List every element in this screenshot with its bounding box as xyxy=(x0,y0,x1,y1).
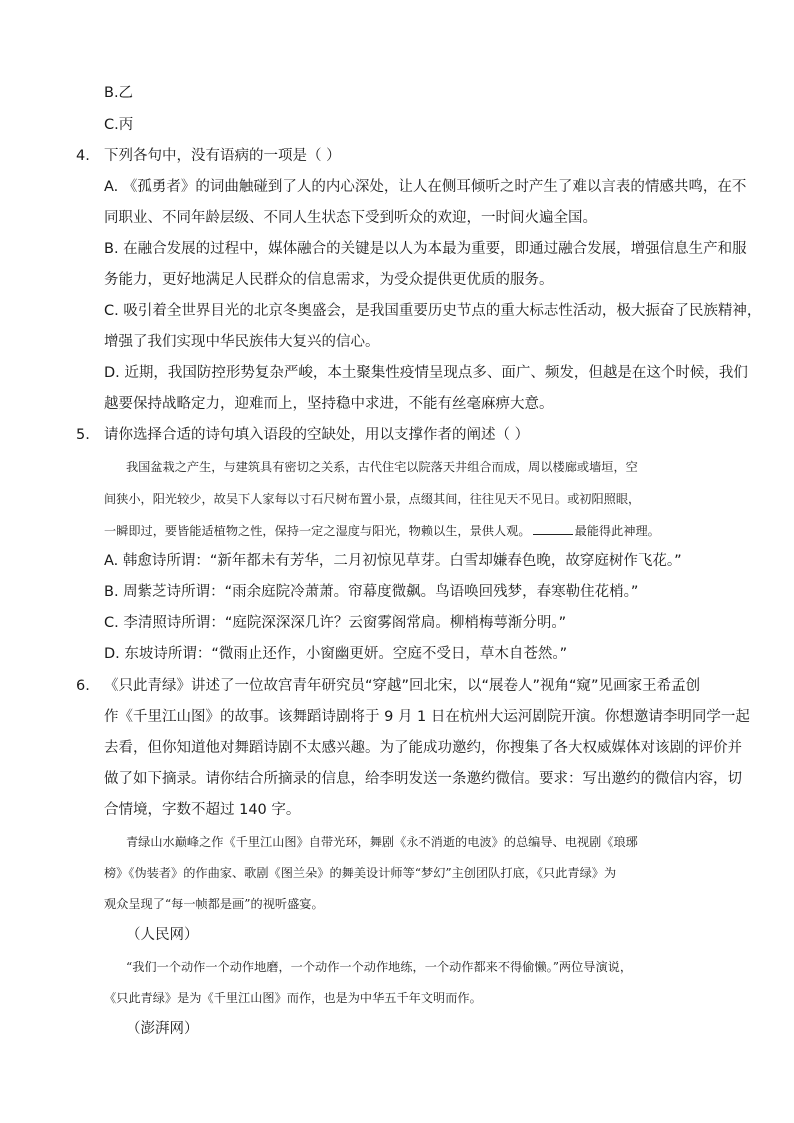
q6-excerpt1-line1: 青绿山水巅峰之作《千里江山图》自带光环，舞剧《永不消逝的电波》的总编导、电视剧《琅琊 xyxy=(126,835,638,849)
q6-excerpt1-line2: 榜》《伪装者》的作曲家、歌剧《图兰朵》的舞美设计师等“梦幻”主创团队打底，《只此青绿》为 xyxy=(104,866,617,880)
q5-option-b: B. 周紫芝诗所谓：“雨余庭院冷萧萧。帘幕度微飙。鸟语唤回残梦，春寒勒住花梢。” xyxy=(104,584,639,600)
q4-option-d-line2: 越要保持战略定力，迎难而上，坚持稳中求进，不能有丝毫麻痹大意。 xyxy=(104,396,554,412)
q6-source2: （澎湃网） xyxy=(126,1021,199,1037)
q4-stem: 下列各句中，没有语病的一项是（ ） xyxy=(104,148,341,164)
answer-blank xyxy=(533,522,573,535)
q4-option-c-line2: 增强了我们实现中华民族伟大复兴的信心。 xyxy=(104,334,380,350)
q6-stem-line3: 去看，但你知道他对舞蹈诗剧不太感兴趣。为了能成功邀约，你搜集了各大权威媒体对该剧的评价并 xyxy=(104,740,742,756)
q6-excerpt1-line3: 观众呈现了“每一帧都是画”的视听盛宴。 xyxy=(104,897,324,911)
q5-option-a: A. 韩愈诗所谓：“新年都未有芳华，二月初惊见草芽。白雪却嫌春色晚，故穿庭树作飞花。” xyxy=(104,553,682,569)
q4-option-b-line2: 务能力，更好地满足人民群众的信息需求，为受众提供更优质的服务。 xyxy=(104,272,554,288)
q3-option-c: C.丙 xyxy=(104,117,134,133)
q6-source1: （人民网） xyxy=(126,927,199,943)
q5-passage-line2: 间狭小，阳光较少，故吴下人家每以寸石尺树布置小景，点缀其间，往往见天不见日。或初阳照眼， xyxy=(104,492,641,506)
q6-stem-line2: 作《千里江山图》的故事。该舞蹈诗剧将于 9 月 1 日在杭州大运河剧院开演。你想邀请李明同学一起 xyxy=(104,709,750,725)
q5-passage-line3: 一瞬即过，要皆能适植物之性，保持一定之湿度与阳光，物赖以生，景供人观。 最能得此神理。 xyxy=(104,524,660,538)
q6-excerpt2-line2: 《只此青绿》是为《千里江山图》而作，也是为中华五千年文明而作。 xyxy=(104,991,482,1005)
q4-number: 4. xyxy=(76,148,90,164)
q6-stem-line4: 做了如下摘录。请你结合所摘录的信息，给李明发送一条邀约微信。要求：写出邀约的微信内容，切 xyxy=(104,771,742,787)
q5-passage-line1: 我国盆栽之产生，与建筑具有密切之关系，古代住宅以院落天井组合而成，周以楼廊或墙垣，空 xyxy=(126,460,638,474)
q4-option-b-line1: B. 在融合发展的过程中，媒体融合的关键是以人为本最为重要，即通过融合发展，增强信息生产和服 xyxy=(104,241,747,257)
q6-number: 6. xyxy=(76,678,90,694)
q5-option-d: D. 东坡诗所谓：“微雨止还作，小窗幽更妍。空庭不受日，草木自苍然。” xyxy=(104,646,568,662)
q6-stem-line5: 合情境，字数不超过 140 字。 xyxy=(104,802,301,818)
q4-option-c-line1: C. 吸引着全世界目光的北京冬奥盛会，是我国重要历史节点的重大标志性活动，极大振奋了民族精神， xyxy=(104,303,762,319)
q5-number: 5. xyxy=(76,427,90,443)
q4-option-d-line1: D. 近期，我国防控形势复杂严峻，本土聚集性疫情呈现点多、面广、频发，但越是在这个时候，我们 xyxy=(104,365,748,381)
q5-option-c: C. 李清照诗所谓：“庭院深深深几许？云窗雾阁常扃。柳梢梅萼渐分明。” xyxy=(104,615,567,631)
q6-stem-line1: 《只此青绿》讲述了一位故宫青年研究员“穿越”回北宋，以“展卷人”视角“窥”见画家王希孟创 xyxy=(104,678,701,694)
q4-option-a-line1: A. 《孤勇者》的词曲触碰到了人的内心深处，让人在侧耳倾听之时产生了难以言表的情感共鸣，在不 xyxy=(104,179,747,195)
q6-excerpt2-line1: “我们一个动作一个动作地磨，一个动作一个动作地练，一个动作都来不得偷懒。”两位导演说， xyxy=(126,960,633,974)
q4-option-a-line2: 同职业、不同年龄层级、不同人生状态下受到听众的欢迎，一时间火遍全国。 xyxy=(104,210,597,226)
q5-stem: 请你选择合适的诗句填入语段的空缺处，用以支撑作者的阐述（ ） xyxy=(104,427,530,443)
q3-option-b: B.乙 xyxy=(104,85,134,101)
